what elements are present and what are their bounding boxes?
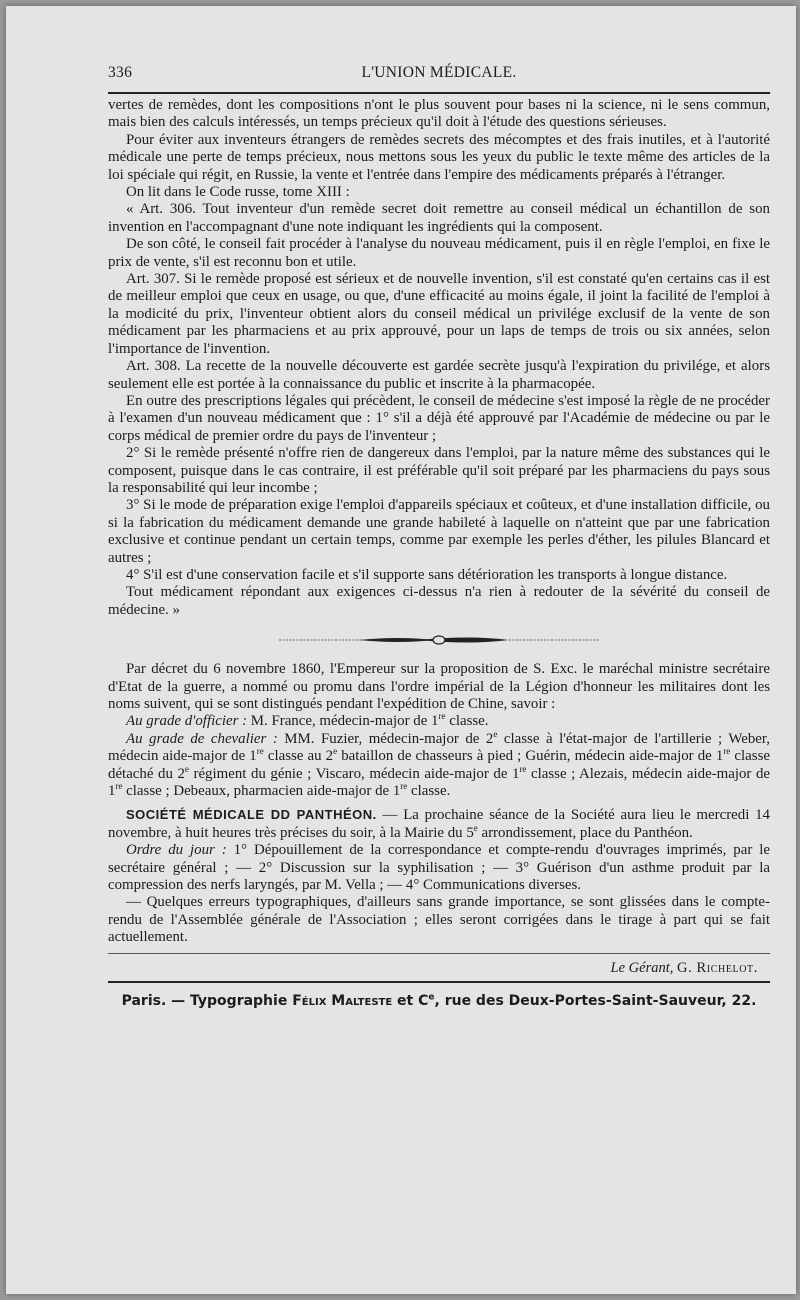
signature-label: Le Gérant, — [610, 959, 674, 976]
superscript: e — [428, 992, 435, 1003]
journal-title: L'UNION MÉDICALE. — [361, 64, 517, 81]
paragraph: Pour éviter aux inventeurs étrangers de remèdes secrets des mécomptes et des frais inutiles, et à l'autorité médicale une perte de temps précieux, nous mettons sous les yeux du public le texte même des articles de la loi spéciale qui régit, en Russie, la vente et l'entrée dans l'empire des médicaments préparés à l'étranger. — [108, 131, 770, 183]
page-content — [108, 64, 770, 1009]
text-span: — La prochaine séance de la Société aura lieu le mercredi 14 novembre, à huit heures très précises du soir, à la Mairie du 5 — [108, 807, 770, 841]
paragraph: De son côté, le conseil fait procéder à l'analyse du nouveau médicament, puis il en règle l'emploi, en fixe le prix de vente, s'il est reconnu bon et utile. — [108, 236, 770, 270]
society-name: SOCIÉTÉ MÉDICALE DD PANTHÉON. — [126, 807, 377, 823]
text-span: classe détaché du 2 — [108, 748, 770, 782]
paragraph: 3° Si le mode de préparation exige l'emploi d'appareils spéciaux et coûteux, et d'une installation difficile, ou si la fabrication du médicament demande une grande habileté à laquelle on n'atteint que par une fabrication exclusive et continue pendant un certain temps, comme par exemple les perles d'éther, les pilules Blancard et autres ; — [108, 497, 770, 566]
signature-rule — [108, 953, 770, 954]
imprint-address: , rue des Deux-Portes-Saint-Sauveur, 22. — [434, 992, 757, 1009]
paragraph: — Quelques erreurs typographiques, d'ailleurs sans grande importance, se sont glissées dans le compte-rendu de l'Assemblée générale de l'Association ; elles seront corrigées dans le tirage à part qui se fait actuellement. — [108, 894, 770, 946]
superscript: e — [333, 746, 338, 757]
document-page — [6, 6, 796, 1294]
italic-label: Ordre du jour : — [126, 842, 227, 859]
paragraph: Art. 308. La recette de la nouvelle découverte est gardée secrète jusqu'à l'expiration du privilége, et alors seulement elle est portée à la connaissance du public et inscrite à la pharmacopée. — [108, 358, 770, 392]
imprint-suffix: et C — [392, 992, 429, 1009]
footer-rule — [108, 981, 770, 983]
imprint-prefix: Paris. — Typographie — [121, 992, 293, 1009]
superscript: e — [184, 763, 189, 774]
paragraph: Tout médicament répondant aux exigences ci-dessus n'a rien à redouter de la sévérité du conseil de médecine. » — [108, 584, 770, 618]
text-span: MM. Fuzier, médecin-major de 2 — [277, 730, 494, 747]
superscript: e — [493, 728, 498, 739]
superscript: re — [438, 711, 446, 722]
paragraph — [108, 806, 770, 842]
paragraph — [108, 713, 770, 730]
text-span: régiment du génie ; Viscaro, médecin aide-major de 1 — [188, 765, 520, 782]
superscript: re — [256, 746, 264, 757]
printer-imprint — [108, 993, 770, 1009]
signature — [108, 960, 770, 977]
paragraph: vertes de remèdes, dont les compositions n'ont le plus souvent pour bases ni la science, ni le sens commun, mais bien des calculs intéressés, un temps précieux qu'il doit à l'étude des questions sérieuses. — [108, 97, 770, 131]
page-number: 336 — [108, 64, 133, 81]
decree-section — [108, 661, 770, 800]
text-span: M. France, médecin-major de 1 — [247, 713, 439, 730]
paragraph: 4° S'il est d'une conservation facile et s'il supporte sans détérioration les transports à longue distance. — [126, 566, 728, 583]
ornament-icon — [269, 634, 609, 646]
society-section — [108, 806, 770, 946]
header-rule — [108, 92, 770, 94]
paragraph — [108, 728, 771, 801]
superscript: e — [473, 822, 478, 833]
running-header — [108, 64, 770, 88]
superscript: re — [723, 746, 731, 757]
text-span: classe au 2 — [263, 748, 334, 765]
text-span: bataillon de chasseurs à pied ; Guérin, médecin aide-major de 1 — [337, 748, 724, 765]
printer-name: Félix Malteste — [292, 992, 393, 1009]
text-span: classe. — [407, 783, 451, 800]
superscript: re — [400, 781, 408, 792]
superscript: re — [519, 763, 527, 774]
paragraph: On lit dans le Code russe, tome XIII : — [126, 184, 350, 201]
text-span: classe à l'état-major de l'artillerie ; Weber, médecin aide-major de 1 — [108, 730, 770, 765]
paragraph: Par décret du 6 novembre 1860, l'Empereur sur la proposition de S. Exc. le maréchal ministre secrétaire d'Etat de la guerre, a nommé ou promu dans l'ordre impérial de la Légion d'honneur les militaires dont les noms suivent, qui se sont distingués pendant l'expédition de Chine, savoir : — [108, 661, 770, 712]
text-span: 1° Dépouillement de la correspondance et compte-rendu d'ouvrages imprimés, par le secrétaire général ; — 2° Discussion sur la syphilisation ; — 3° Guérison d'un asthme produit par la compression des nerfs laryngés, par M. Vella ; — 4° Communications diverses. — [108, 842, 770, 894]
signature-name: G. Richelot. — [677, 959, 758, 976]
paragraph: Art. 307. Si le remède proposé est sérieux et de nouvelle invention, s'il est constaté qu'en certains cas il est de meilleur emploi que ceux en usage, ou que, d'une efficacité au moins égale, il joint la facilité de l'emploi à la modicité du prix, l'inventeur obtient alors du conseil médical un privilége exclusif de la vente de son médicament par les pharmaciens et au prix approuvé, pour un laps de temps de trois ou six années, selon l'importance de l'invention. — [108, 271, 770, 357]
paragraph: « Art. 306. Tout inventeur d'un remède secret doit remettre au conseil médical un échantillon de son invention en l'accompagnant d'une note indiquant les ingrédients qui la composent. — [108, 201, 770, 235]
article-body — [108, 97, 770, 619]
superscript: re — [115, 781, 123, 792]
paragraph: 2° Si le remède présenté n'offre rien de dangereux dans l'emploi, par la nature même des substances qui le composent, puisque dans le cas contraire, il est préférable qu'il soit préparé par les pharmaciens du pays sous la responsabilité qui leur incombe ; — [108, 445, 770, 496]
italic-label: Au grade d'officier : — [126, 713, 248, 730]
text-span: classe ; Alezais, médecin aide-major de 1 — [108, 765, 771, 800]
text-span: classe ; Debeaux, pharmacien aide-major de 1 — [122, 783, 401, 800]
italic-label: Au grade de chevalier : — [126, 730, 278, 747]
paragraph — [108, 842, 770, 894]
text-span: arrondissement, place du Panthéon. — [477, 824, 693, 841]
text-span: classe. — [445, 713, 489, 730]
ornamental-separator — [108, 619, 770, 661]
paragraph: En outre des prescriptions légales qui précèdent, le conseil de médecine s'est imposé la règle de ne procéder à l'examen d'un nouveau médicament que : 1° s'il a déjà été approuvé par l'Académie de médecine ou par le corps médical de premier ordre du pays de l'inventeur ; — [108, 392, 770, 444]
